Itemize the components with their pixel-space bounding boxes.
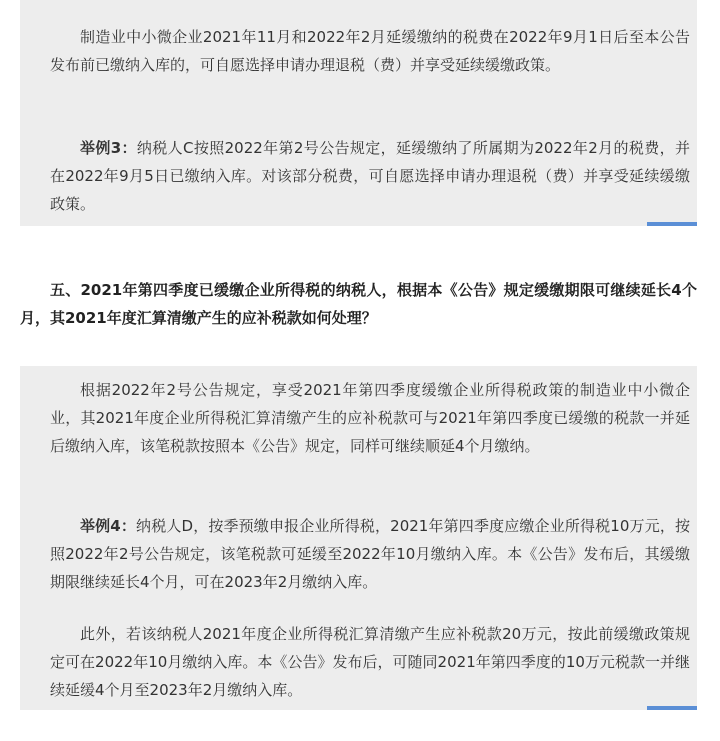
example-3-label: 举例3： [80,139,137,157]
example-box-2 [20,366,697,710]
example-4-label: 举例4： [80,517,137,535]
example-box-1 [20,0,697,226]
box2-paragraph-3: 此外，若该纳税人2021年度企业所得税汇算清缴产生应补税款20万元，按此前缓缴政策规定可在2022年10月缴纳入库。本《公告》发布后，可随同2021年第四季度的10万元税款一并继续延缓4个月至2023年2月缴纳入库。 [50,625,690,699]
box2-accent-bar [647,706,697,710]
box2-paragraph-1: 根据2022年2号公告规定，享受2021年第四季度缓缴企业所得税政策的制造业中小微企业，其2021年度企业所得税汇算清缴产生的应补税款可与2021年第四季度已缓缴的税款一并延后缴纳入库，该笔税款按照本《公告》规定，同样可继续顺延4个月缴纳。 [50,381,690,455]
example-3-text: 纳税人C按照2022年第2号公告规定，延缓缴纳了所属期为2022年2月的税费，并在2022年9月5日已缴纳入库。对该部分税费，可自愿选择申请办理退税（费）并享受延续缓缴政策。 [50,139,690,213]
example-4-text: 纳税人D，按季预缴申报企业所得税，2021年第四季度应缴企业所得税10万元，按照2022年2号公告规定，该笔税款可延缓至2022年10月缴纳入库。本《公告》发布后，其缓缴期限继续延长4个月，可在2023年2月缴纳入库。 [50,517,690,591]
box2-example-4 [50,512,690,596]
section-5-heading: 五、2021年第四季度已缓缴企业所得税的纳税人，根据本《公告》规定缓缴期限可继续延长4个月，其2021年度汇算清缴产生的应补税款如何处理？ [20,281,697,327]
box1-example-3 [50,134,690,218]
box1-accent-bar [647,222,697,226]
box1-paragraph-1: 制造业中小微企业2021年11月和2022年2月延缓缴纳的税费在2022年9月1日后至本公告发布前已缴纳入库的，可自愿选择申请办理退税（费）并享受延续缓缴政策。 [50,28,690,74]
